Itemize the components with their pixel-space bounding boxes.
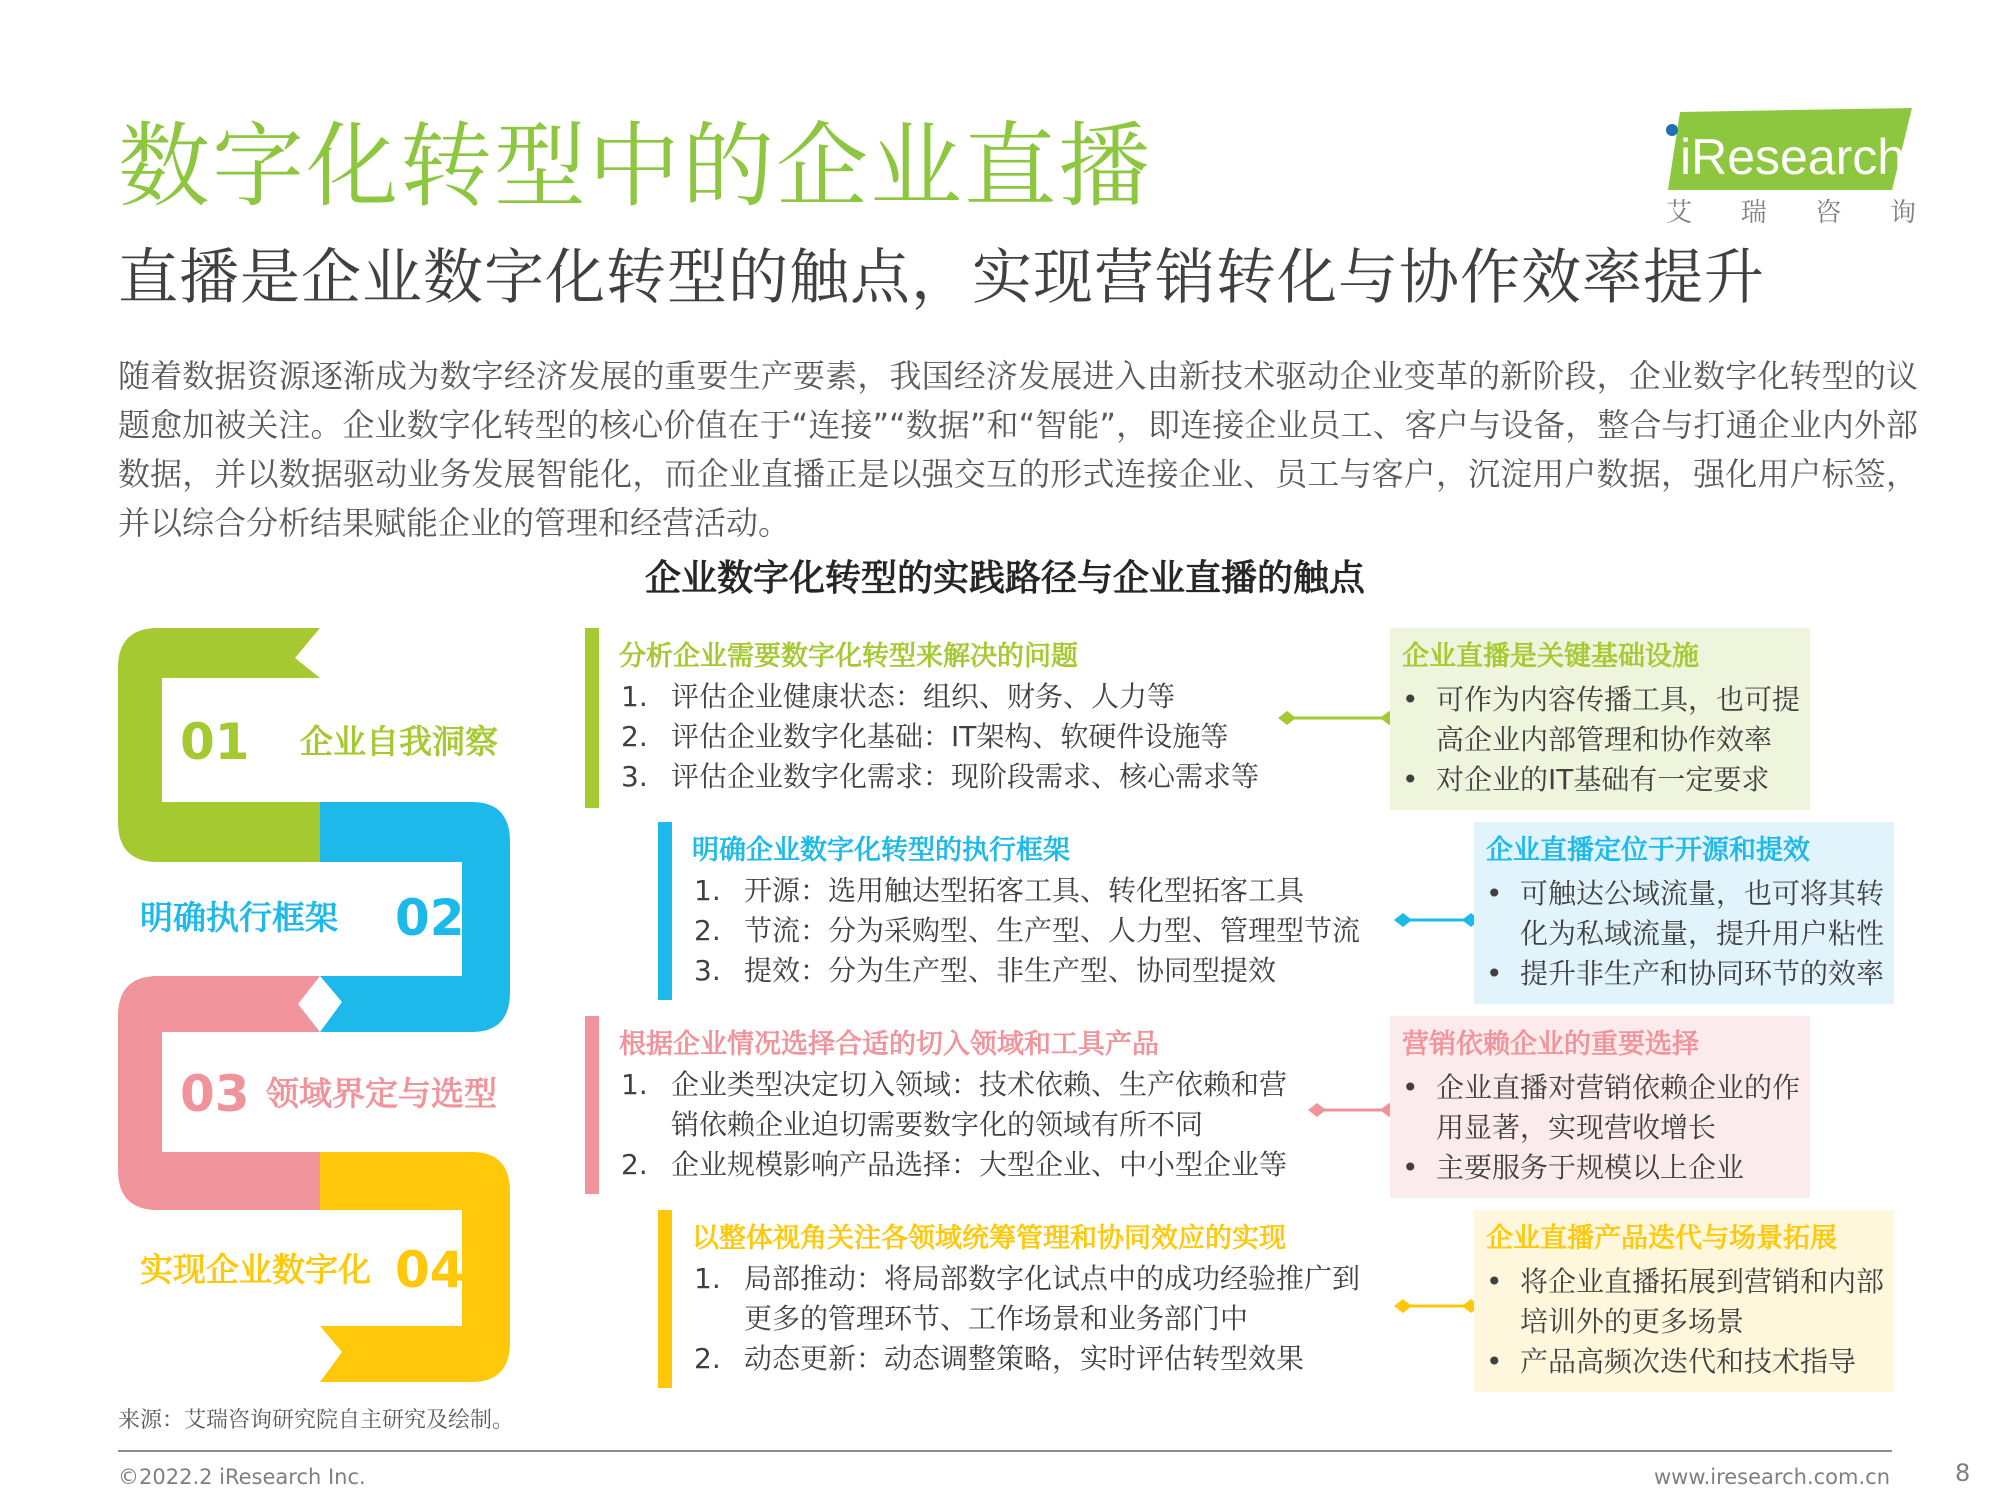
block-item-index: 2. bbox=[621, 1148, 648, 1181]
bullet: • bbox=[1486, 957, 1503, 990]
step-label-04: 实现企业数字化 bbox=[140, 1250, 371, 1289]
block-bar bbox=[658, 1210, 672, 1388]
touchpoint-line: 主要服务于规模以上企业 bbox=[1436, 1151, 1745, 1184]
source-note: 来源：艾瑞咨询研究院自主研究及绘制。 bbox=[118, 1408, 515, 1433]
block-item-index: 2. bbox=[621, 720, 648, 753]
connector-03 bbox=[1308, 1096, 1398, 1124]
connector-02 bbox=[1394, 906, 1480, 934]
step-number-01: 01 bbox=[180, 713, 250, 771]
step-label-01: 企业自我洞察 bbox=[300, 722, 498, 761]
block-item: 更多的管理环节、工作场景和业务部门中 bbox=[744, 1302, 1249, 1335]
block-item: 提效：分为生产型、非生产型、协同型提效 bbox=[744, 954, 1277, 987]
touchpoint-line: 可作为内容传播工具，也可提 bbox=[1436, 683, 1801, 716]
step-block-02 bbox=[658, 822, 1378, 1000]
step-number-02: 02 bbox=[395, 889, 465, 947]
bullet: • bbox=[1402, 763, 1419, 796]
touchpoint-line: 用显著，实现营收增长 bbox=[1436, 1111, 1717, 1144]
block-item: 评估企业数字化基础：IT架构、软硬件设施等 bbox=[671, 720, 1229, 753]
block-item-index: 2. bbox=[694, 1342, 721, 1375]
touchpoint-line: 产品高频次迭代和技术指导 bbox=[1520, 1345, 1857, 1378]
page-subtitle: 直播是企业数字化转型的触点，实现营销转化与协作效率提升 bbox=[118, 243, 1765, 313]
bullet: • bbox=[1402, 683, 1419, 716]
block-heading: 分析企业需要数字化转型来解决的问题 bbox=[619, 641, 1078, 672]
logo-cn-char: 瑞 bbox=[1740, 198, 1767, 228]
step-block-01 bbox=[585, 628, 1305, 808]
block-item: 企业类型决定切入领域：技术依赖、生产依赖和营 bbox=[671, 1068, 1288, 1101]
bullet: • bbox=[1402, 1071, 1419, 1104]
block-heading: 根据企业情况选择合适的切入领域和工具产品 bbox=[619, 1029, 1159, 1060]
block-item: 动态更新：动态调整策略，实时评估转型效果 bbox=[744, 1342, 1305, 1375]
step-label-02: 明确执行框架 bbox=[140, 898, 338, 937]
logo-cn-text bbox=[1666, 196, 1916, 230]
block-item: 企业规模影响产品选择：大型企业、中小型企业等 bbox=[671, 1148, 1288, 1181]
touchpoint-box-04 bbox=[1474, 1210, 1894, 1392]
touchpoint-line: 提升非生产和协同环节的效率 bbox=[1520, 957, 1885, 990]
block-item-index: 1. bbox=[621, 1068, 648, 1101]
step-number-03: 03 bbox=[180, 1065, 250, 1123]
touchpoint-line: 培训外的更多场景 bbox=[1520, 1305, 1745, 1338]
block-heading: 明确企业数字化转型的执行框架 bbox=[692, 835, 1070, 866]
page-number: 8 bbox=[1955, 1459, 1971, 1487]
block-bar bbox=[658, 822, 672, 1000]
touchpoint-box-03 bbox=[1390, 1016, 1810, 1198]
block-item: 评估企业健康状态：组织、财务、人力等 bbox=[671, 680, 1176, 713]
block-item-index: 1. bbox=[694, 1262, 721, 1295]
touchpoint-box-01 bbox=[1390, 628, 1810, 810]
step-number-04: 04 bbox=[395, 1241, 465, 1299]
bullet: • bbox=[1486, 1345, 1503, 1378]
touchpoint-line: 企业直播对营销依赖企业的作 bbox=[1436, 1071, 1801, 1104]
touchpoint-line: 化为私域流量，提升用户粘性 bbox=[1520, 917, 1885, 950]
diagram-title bbox=[0, 554, 2000, 604]
block-item-index: 2. bbox=[694, 914, 721, 947]
block-item-index: 1. bbox=[694, 874, 721, 907]
touchpoint-line: 可触达公域流量，也可将其转 bbox=[1520, 877, 1885, 910]
block-bar bbox=[585, 1016, 599, 1194]
copyright: ©2022.2 iResearch Inc. bbox=[118, 1465, 366, 1489]
logo-cn-char: 咨 bbox=[1815, 198, 1842, 228]
step-block-04 bbox=[658, 1210, 1378, 1388]
touchpoint-title: 营销依赖企业的重要选择 bbox=[1402, 1029, 1699, 1060]
touchpoint-title: 企业直播是关键基础设施 bbox=[1402, 641, 1699, 672]
block-item-index: 1. bbox=[621, 680, 648, 713]
step-block-03 bbox=[585, 1016, 1305, 1194]
connector-01 bbox=[1278, 704, 1398, 732]
intro-paragraph: 随着数据资源逐渐成为数字经济发展的重要生产要素，我国经济发展进入由新技术驱动企业变革的新阶段，企业数字化转型的议题愈加被关注。企业数字化转型的核心价值在于“连接”“数据”和“智能”，即连接企业员工、客户与设备，整合与打通企业内外部数据，并以数据驱动业务发展智能化，而企业直播正是以强交互的形式连接企业、员工与客户，沉淀用户数据，强化用户标签，并以综合分析结果赋能企业的管理和经营活动。 bbox=[118, 357, 1918, 542]
bullet: • bbox=[1486, 877, 1503, 910]
block-item: 开源：选用触达型拓客工具、转化型拓客工具 bbox=[744, 874, 1305, 907]
connector-04 bbox=[1394, 1292, 1480, 1320]
block-item-index: 3. bbox=[694, 954, 721, 987]
diagram-title-text: 企业数字化转型的实践路径与企业直播的触点 bbox=[644, 558, 1365, 599]
touchpoint-line: 对企业的IT基础有一定要求 bbox=[1436, 763, 1770, 796]
block-item: 节流：分为采购型、生产型、人力型、管理型节流 bbox=[744, 914, 1361, 947]
block-item-index: 3. bbox=[621, 760, 648, 793]
footer-divider bbox=[118, 1450, 1892, 1452]
block-bar bbox=[585, 628, 599, 808]
block-heading: 以整体视角关注各领域统筹管理和协同效应的实现 bbox=[692, 1223, 1286, 1254]
block-item: 局部推动：将局部数字化试点中的成功经验推广到 bbox=[744, 1262, 1361, 1295]
logo-cn-char: 询 bbox=[1889, 198, 1916, 228]
iresearch-logo bbox=[1660, 104, 1920, 234]
touchpoint-line: 高企业内部管理和协作效率 bbox=[1436, 723, 1773, 756]
logo-brand-text: iResearch bbox=[1680, 129, 1906, 185]
touchpoint-title: 企业直播定位于开源和提效 bbox=[1486, 835, 1810, 866]
logo-cn-char: 艾 bbox=[1666, 198, 1693, 228]
bullet: • bbox=[1402, 1151, 1419, 1184]
step-label-03: 领域界定与选型 bbox=[266, 1074, 497, 1113]
touchpoint-title: 企业直播产品迭代与场景拓展 bbox=[1486, 1223, 1837, 1254]
block-item: 评估企业数字化需求：现阶段需求、核心需求等 bbox=[671, 760, 1260, 793]
website-url: www.iresearch.com.cn bbox=[1653, 1465, 1890, 1489]
page-title: 数字化转型中的企业直播 bbox=[118, 113, 1153, 220]
touchpoint-line: 将企业直播拓展到营销和内部 bbox=[1520, 1265, 1885, 1298]
block-item: 销依赖企业迫切需要数字化的领域有所不同 bbox=[671, 1108, 1204, 1141]
bullet: • bbox=[1486, 1265, 1503, 1298]
touchpoint-box-02 bbox=[1474, 822, 1894, 1004]
